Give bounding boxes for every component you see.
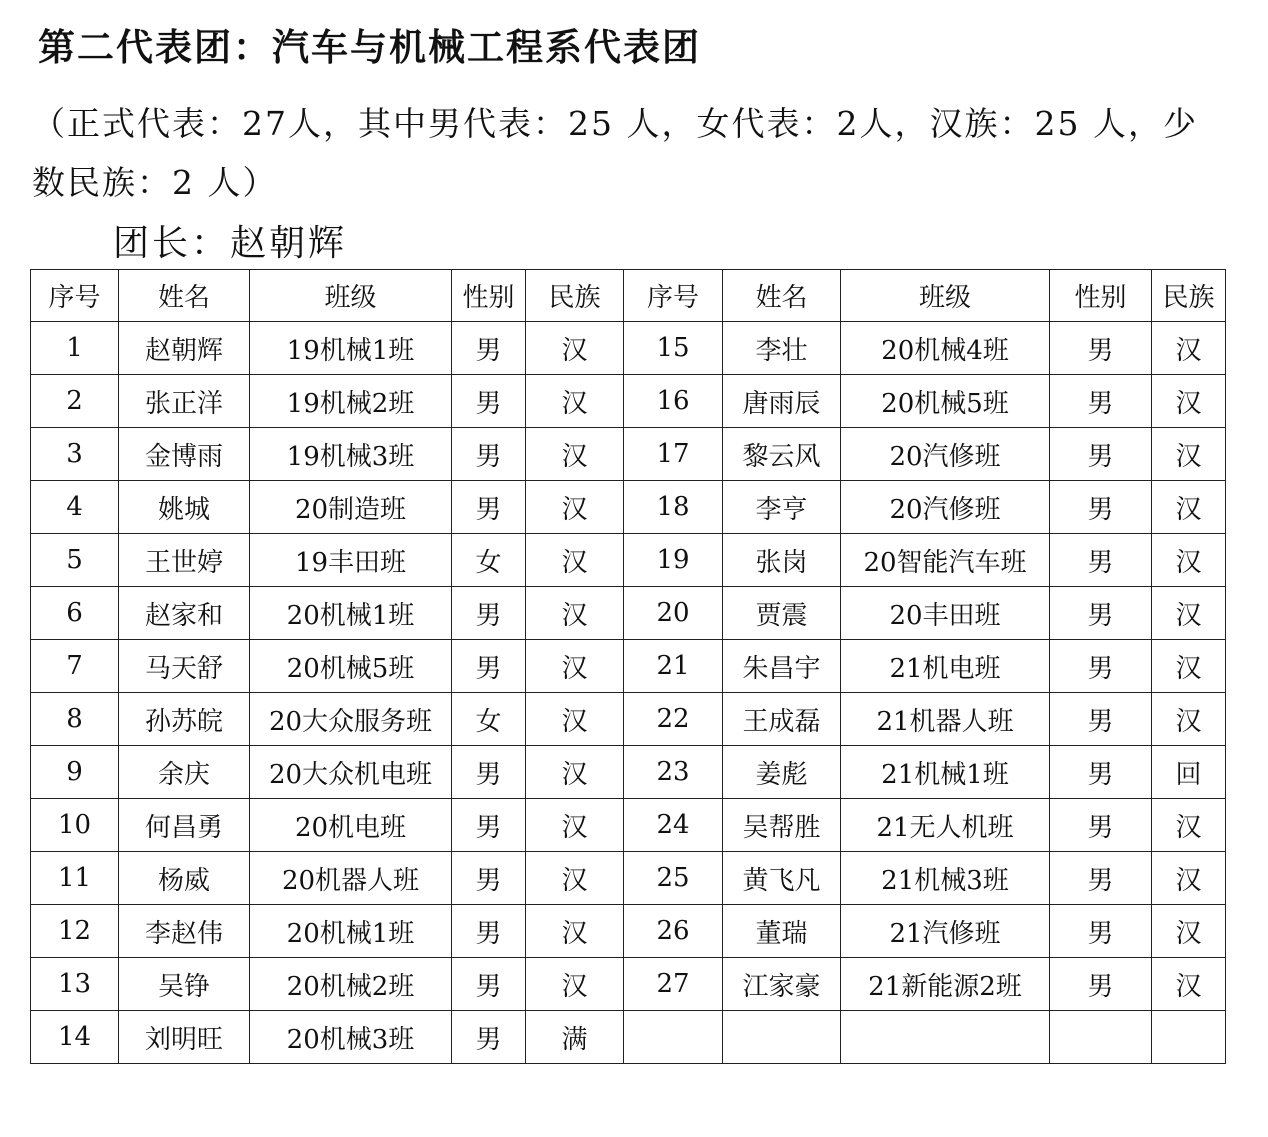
cell-ethnicity: 汉	[1152, 375, 1226, 428]
cell-seq: 2	[31, 375, 119, 428]
cell-seq: 14	[31, 1011, 119, 1064]
header-ethnicity: 民族	[526, 270, 624, 322]
cell-ethnicity: 汉	[526, 640, 624, 693]
table-row	[31, 375, 1226, 428]
cell-seq: 19	[624, 534, 723, 587]
cell-ethnicity: 汉	[1152, 799, 1226, 852]
cell-seq: 21	[624, 640, 723, 693]
table-row	[31, 958, 1226, 1011]
cell-ethnicity: 满	[526, 1011, 624, 1064]
cell-ethnicity: 汉	[526, 799, 624, 852]
cell-ethnicity: 汉	[1152, 640, 1226, 693]
cell-gender: 男	[1050, 428, 1152, 481]
cell-class: 21机电班	[841, 640, 1050, 693]
cell-seq: 9	[31, 746, 119, 799]
cell-gender: 男	[452, 587, 526, 640]
cell-ethnicity	[1152, 1011, 1226, 1064]
cell-class: 20机械1班	[250, 587, 452, 640]
cell-class: 20丰田班	[841, 587, 1050, 640]
cell-ethnicity: 汉	[526, 481, 624, 534]
cell-seq: 15	[624, 322, 723, 375]
cell-class	[841, 1011, 1050, 1064]
cell-class: 19丰田班	[250, 534, 452, 587]
table-row	[31, 534, 1226, 587]
cell-class: 21新能源2班	[841, 958, 1050, 1011]
cell-ethnicity: 汉	[1152, 852, 1226, 905]
cell-name: 李赵伟	[119, 905, 250, 958]
table-row	[31, 799, 1226, 852]
cell-seq: 23	[624, 746, 723, 799]
cell-name: 张正洋	[119, 375, 250, 428]
cell-ethnicity: 汉	[1152, 693, 1226, 746]
cell-ethnicity: 汉	[526, 958, 624, 1011]
cell-name: 贾震	[723, 587, 841, 640]
cell-class: 19机械2班	[250, 375, 452, 428]
cell-name: 刘明旺	[119, 1011, 250, 1064]
header-seq-2: 序号	[624, 270, 723, 322]
table-row	[31, 640, 1226, 693]
cell-name: 董瑞	[723, 905, 841, 958]
cell-name: 朱昌宇	[723, 640, 841, 693]
cell-ethnicity: 汉	[526, 693, 624, 746]
cell-ethnicity: 回	[1152, 746, 1226, 799]
cell-name: 江家豪	[723, 958, 841, 1011]
cell-seq: 8	[31, 693, 119, 746]
cell-ethnicity: 汉	[1152, 428, 1226, 481]
cell-seq: 16	[624, 375, 723, 428]
header-name: 姓名	[119, 270, 250, 322]
header-ethnicity-2: 民族	[1152, 270, 1226, 322]
cell-class: 21机械1班	[841, 746, 1050, 799]
cell-gender: 男	[452, 958, 526, 1011]
cell-seq: 22	[624, 693, 723, 746]
table-row	[31, 322, 1226, 375]
cell-class: 20机器人班	[250, 852, 452, 905]
cell-gender: 男	[452, 799, 526, 852]
cell-class: 20智能汽车班	[841, 534, 1050, 587]
cell-class: 20机械1班	[250, 905, 452, 958]
table-row	[31, 428, 1226, 481]
table-header-row	[31, 270, 1226, 322]
cell-name: 杨威	[119, 852, 250, 905]
cell-ethnicity: 汉	[1152, 481, 1226, 534]
cell-seq: 24	[624, 799, 723, 852]
header-class: 班级	[250, 270, 452, 322]
cell-seq: 25	[624, 852, 723, 905]
cell-class: 20机械2班	[250, 958, 452, 1011]
cell-seq: 3	[31, 428, 119, 481]
cell-gender: 男	[1050, 534, 1152, 587]
cell-seq: 10	[31, 799, 119, 852]
cell-seq: 12	[31, 905, 119, 958]
cell-seq: 20	[624, 587, 723, 640]
cell-class: 20大众服务班	[250, 693, 452, 746]
cell-gender: 男	[1050, 322, 1152, 375]
cell-seq: 1	[31, 322, 119, 375]
cell-seq: 17	[624, 428, 723, 481]
cell-name: 张岗	[723, 534, 841, 587]
cell-name: 黎云风	[723, 428, 841, 481]
cell-gender: 女	[452, 534, 526, 587]
cell-gender: 男	[452, 1011, 526, 1064]
cell-class: 20汽修班	[841, 428, 1050, 481]
cell-ethnicity: 汉	[526, 905, 624, 958]
table-row	[31, 587, 1226, 640]
table-row	[31, 1011, 1226, 1064]
cell-class: 21无人机班	[841, 799, 1050, 852]
cell-name: 吴铮	[119, 958, 250, 1011]
cell-ethnicity: 汉	[526, 746, 624, 799]
cell-class: 21汽修班	[841, 905, 1050, 958]
cell-name: 王成磊	[723, 693, 841, 746]
cell-seq: 13	[31, 958, 119, 1011]
cell-name: 余庆	[119, 746, 250, 799]
cell-ethnicity: 汉	[526, 375, 624, 428]
table-body	[31, 322, 1226, 1064]
delegation-stats: （正式代表：27人，其中男代表：25 人，女代表：2人，汉族：25 人，少数民族：2 人）	[32, 104, 1198, 202]
cell-seq: 7	[31, 640, 119, 693]
cell-class: 20机械4班	[841, 322, 1050, 375]
table-row	[31, 693, 1226, 746]
cell-ethnicity: 汉	[1152, 958, 1226, 1011]
table-row	[31, 746, 1226, 799]
cell-gender: 男	[1050, 799, 1152, 852]
cell-name: 赵朝辉	[119, 322, 250, 375]
table-row	[31, 905, 1226, 958]
cell-name: 姜彪	[723, 746, 841, 799]
table-row	[31, 481, 1226, 534]
header-class-2: 班级	[841, 270, 1050, 322]
cell-ethnicity: 汉	[526, 534, 624, 587]
cell-ethnicity: 汉	[526, 428, 624, 481]
cell-class: 20汽修班	[841, 481, 1050, 534]
cell-name: 马天舒	[119, 640, 250, 693]
cell-name: 姚城	[119, 481, 250, 534]
cell-gender: 男	[1050, 746, 1152, 799]
cell-seq: 26	[624, 905, 723, 958]
cell-class: 19机械1班	[250, 322, 452, 375]
cell-class: 21机器人班	[841, 693, 1050, 746]
cell-class: 20机电班	[250, 799, 452, 852]
document-title: 第二代表团：汽车与机械工程系代表团	[38, 26, 701, 69]
cell-gender: 男	[1050, 481, 1152, 534]
cell-seq: 18	[624, 481, 723, 534]
cell-seq	[624, 1011, 723, 1064]
cell-name: 何昌勇	[119, 799, 250, 852]
table-row	[31, 852, 1226, 905]
cell-name: 赵家和	[119, 587, 250, 640]
cell-gender: 男	[452, 905, 526, 958]
cell-class: 20制造班	[250, 481, 452, 534]
cell-gender: 男	[452, 640, 526, 693]
cell-ethnicity: 汉	[526, 852, 624, 905]
header-seq: 序号	[31, 270, 119, 322]
cell-name: 金博雨	[119, 428, 250, 481]
cell-ethnicity: 汉	[1152, 587, 1226, 640]
cell-gender: 男	[1050, 958, 1152, 1011]
cell-gender: 男	[1050, 375, 1152, 428]
cell-name: 孙苏皖	[119, 693, 250, 746]
cell-class: 20机械5班	[841, 375, 1050, 428]
cell-gender: 男	[452, 746, 526, 799]
cell-name: 李亨	[723, 481, 841, 534]
cell-class: 20机械5班	[250, 640, 452, 693]
delegation-leader: 团长：赵朝辉	[113, 223, 348, 264]
cell-gender: 男	[452, 322, 526, 375]
cell-ethnicity: 汉	[1152, 534, 1226, 587]
cell-ethnicity: 汉	[526, 322, 624, 375]
cell-name: 吴帮胜	[723, 799, 841, 852]
cell-gender: 女	[452, 693, 526, 746]
cell-class: 21机械3班	[841, 852, 1050, 905]
cell-gender: 男	[1050, 905, 1152, 958]
cell-class: 19机械3班	[250, 428, 452, 481]
cell-gender	[1050, 1011, 1152, 1064]
cell-name	[723, 1011, 841, 1064]
cell-name: 黄飞凡	[723, 852, 841, 905]
cell-class: 20大众机电班	[250, 746, 452, 799]
header-name-2: 姓名	[723, 270, 841, 322]
cell-seq: 11	[31, 852, 119, 905]
cell-name: 李壮	[723, 322, 841, 375]
cell-name: 唐雨辰	[723, 375, 841, 428]
cell-gender: 男	[452, 852, 526, 905]
cell-seq: 4	[31, 481, 119, 534]
cell-gender: 男	[1050, 640, 1152, 693]
cell-gender: 男	[452, 428, 526, 481]
cell-gender: 男	[452, 375, 526, 428]
cell-gender: 男	[1050, 693, 1152, 746]
cell-gender: 男	[1050, 852, 1152, 905]
cell-ethnicity: 汉	[1152, 322, 1226, 375]
header-gender-2: 性别	[1050, 270, 1152, 322]
cell-seq: 27	[624, 958, 723, 1011]
cell-ethnicity: 汉	[526, 587, 624, 640]
cell-class: 20机械3班	[250, 1011, 452, 1064]
cell-name: 王世婷	[119, 534, 250, 587]
cell-gender: 男	[1050, 587, 1152, 640]
cell-seq: 5	[31, 534, 119, 587]
delegate-table	[30, 269, 1226, 1064]
header-gender: 性别	[452, 270, 526, 322]
cell-seq: 6	[31, 587, 119, 640]
cell-ethnicity: 汉	[1152, 905, 1226, 958]
cell-gender: 男	[452, 481, 526, 534]
